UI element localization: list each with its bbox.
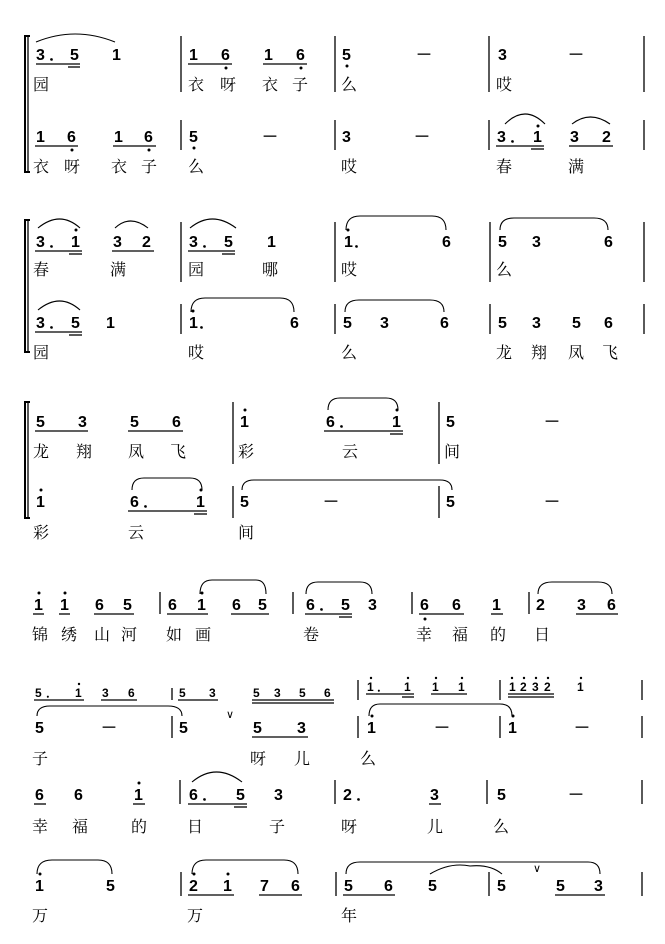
- small-note: 1: [432, 680, 439, 694]
- tie: [500, 218, 608, 230]
- lyric: 年: [341, 906, 358, 925]
- lyric: 么: [360, 749, 377, 768]
- note: 5: [224, 234, 233, 251]
- high-dot: [512, 715, 515, 718]
- note: 6: [384, 878, 393, 895]
- note: 6: [74, 787, 83, 804]
- lyric: 衣: [188, 75, 205, 94]
- note: 3: [113, 234, 122, 251]
- high-dot: [40, 489, 43, 492]
- high-dot: [78, 683, 80, 685]
- small-note: ．: [46, 686, 59, 700]
- lyric: 园: [33, 75, 50, 94]
- lyric: 幸: [416, 625, 433, 644]
- slur: [37, 860, 112, 874]
- note: 6: [95, 597, 104, 614]
- note: 5: [446, 494, 455, 511]
- small-note: 1: [577, 680, 584, 694]
- note: 2: [142, 234, 151, 251]
- small-note: 6: [128, 686, 135, 700]
- note: 3: [78, 414, 87, 431]
- note: ．: [354, 234, 371, 251]
- lyric: 飞: [602, 343, 619, 362]
- note: 3: [498, 47, 507, 64]
- note: 5: [343, 315, 352, 332]
- small-note: 1: [367, 680, 374, 694]
- note: 5: [106, 878, 115, 895]
- lyric: 么: [341, 343, 358, 362]
- lyric: 绣: [61, 625, 78, 644]
- note: 3: [36, 315, 45, 332]
- lyric: 的: [131, 817, 148, 836]
- note: 2: [189, 878, 198, 895]
- note: 5: [240, 494, 249, 511]
- high-dot: [64, 592, 67, 595]
- lyric: 哎: [188, 343, 205, 362]
- slur: [115, 221, 148, 228]
- lyric: 春: [496, 157, 513, 176]
- high-dot: [347, 229, 350, 232]
- note: －: [434, 720, 451, 737]
- lyric: 翔: [76, 442, 93, 461]
- note: 3: [532, 315, 541, 332]
- lyric: 么: [493, 817, 510, 836]
- lyric: 子: [292, 75, 309, 94]
- high-dot: [580, 677, 582, 679]
- low-dot: [148, 149, 151, 152]
- small-note: 3: [209, 686, 216, 700]
- note: 3: [577, 597, 586, 614]
- note: 6: [440, 315, 449, 332]
- high-dot: [192, 310, 195, 313]
- note: 6: [130, 494, 139, 511]
- lyric: 锦: [32, 625, 49, 644]
- note: 1: [264, 47, 273, 64]
- slur: [36, 34, 115, 42]
- note: ．: [49, 234, 66, 251]
- tie: [345, 300, 444, 312]
- note: 1: [189, 315, 198, 332]
- note: 5: [342, 47, 351, 64]
- note: 3: [342, 129, 351, 146]
- lyric: 万: [187, 906, 204, 925]
- system-2: [25, 216, 644, 362]
- note: 2: [536, 597, 545, 614]
- slur: [346, 862, 600, 874]
- lyric: 子: [141, 157, 158, 176]
- high-dot: [244, 409, 247, 412]
- lyric: 呀: [220, 75, 237, 94]
- lyric: 山: [94, 625, 111, 644]
- high-dot: [511, 677, 513, 679]
- breath-mark: ∨: [533, 863, 542, 875]
- note: ．: [510, 129, 527, 146]
- small-note: 1: [509, 680, 516, 694]
- tie: [328, 398, 398, 410]
- lyric: 衣: [33, 157, 50, 176]
- lyric: 卷: [303, 625, 320, 644]
- tie: [242, 480, 452, 490]
- high-dot: [547, 677, 549, 679]
- note: 5: [189, 129, 198, 146]
- note: 3: [189, 234, 198, 251]
- note: 5: [341, 597, 350, 614]
- small-note: 3: [102, 686, 109, 700]
- system-3: [25, 398, 560, 542]
- lyric: 园: [33, 343, 50, 362]
- note: 1: [267, 234, 276, 251]
- lyric: 飞: [170, 442, 187, 461]
- note: 5: [428, 878, 437, 895]
- lyric: 儿: [294, 749, 311, 768]
- note: ．: [356, 787, 373, 804]
- note: －: [323, 494, 340, 511]
- low-dot: [300, 67, 303, 70]
- note: 5: [236, 787, 245, 804]
- note: 1: [134, 787, 143, 804]
- note: 6: [189, 787, 198, 804]
- small-note: 1: [404, 680, 411, 694]
- high-dot: [201, 592, 204, 595]
- note: 6: [290, 315, 299, 332]
- slur: [572, 117, 610, 124]
- note: 5: [498, 315, 507, 332]
- small-note: 5: [179, 686, 186, 700]
- note: 5: [258, 597, 267, 614]
- lyric: 如: [166, 625, 183, 644]
- note: 6: [607, 597, 616, 614]
- line-5: [32, 677, 642, 768]
- high-dot: [461, 677, 463, 679]
- slur: [538, 582, 612, 594]
- high-dot: [138, 782, 141, 785]
- high-dot: [38, 592, 41, 595]
- note: 3: [368, 597, 377, 614]
- breath-mark: ∨: [226, 709, 235, 721]
- note: －: [414, 129, 431, 146]
- note: 1: [223, 878, 232, 895]
- high-dot: [435, 677, 437, 679]
- note: －: [574, 720, 591, 737]
- lyric: 凤: [568, 343, 585, 362]
- lyric: 园: [188, 260, 205, 279]
- high-dot: [370, 677, 372, 679]
- high-dot: [535, 677, 537, 679]
- high-dot: [371, 715, 374, 718]
- lyric: 哪: [262, 260, 279, 279]
- lyric: 哎: [496, 75, 513, 94]
- slur: [38, 301, 80, 310]
- lyric: 子: [32, 749, 49, 768]
- lyric: 万: [32, 906, 49, 925]
- lyric: 呀: [64, 157, 81, 176]
- lyric: 凤: [128, 442, 145, 461]
- low-dot: [225, 67, 228, 70]
- low-dot: [424, 618, 427, 621]
- high-dot: [537, 125, 540, 128]
- small-note: 6: [324, 686, 331, 700]
- note: 3: [430, 787, 439, 804]
- slur: [505, 114, 545, 124]
- slur: [192, 772, 242, 782]
- lyric: 儿: [427, 817, 444, 836]
- note: －: [101, 720, 118, 737]
- note: 5: [497, 787, 506, 804]
- note: 3: [36, 234, 45, 251]
- note: 1: [114, 129, 123, 146]
- note: 6: [291, 878, 300, 895]
- note: 6: [172, 414, 181, 431]
- line-7: [32, 860, 642, 925]
- note: 1: [60, 597, 69, 614]
- note: 7: [260, 878, 269, 895]
- note: 1: [508, 720, 517, 737]
- lyric: 云: [342, 442, 359, 461]
- note: 6: [168, 597, 177, 614]
- note: 1: [240, 414, 249, 431]
- note: 1: [367, 720, 376, 737]
- tie: [191, 298, 294, 312]
- lyric: 云: [128, 523, 145, 542]
- high-dot: [75, 229, 78, 232]
- lyric: 么: [341, 75, 358, 94]
- lyric: 翔: [531, 343, 548, 362]
- note: 3: [274, 787, 283, 804]
- note: 5: [36, 414, 45, 431]
- lyric: 哎: [341, 157, 358, 176]
- small-note: ．: [377, 680, 390, 694]
- note: 6: [420, 597, 429, 614]
- lyric: 间: [444, 442, 461, 461]
- note: 5: [179, 720, 188, 737]
- note: 6: [442, 234, 451, 251]
- note: 5: [253, 720, 262, 737]
- lyric: 幸: [32, 817, 49, 836]
- lyric: 满: [110, 260, 127, 279]
- tie: [430, 865, 502, 874]
- tie: [37, 706, 182, 716]
- small-note: 1: [75, 686, 82, 700]
- note: 2: [602, 129, 611, 146]
- note: ．: [202, 234, 219, 251]
- note: －: [544, 494, 561, 511]
- note: －: [262, 129, 279, 146]
- tie: [369, 704, 512, 716]
- lyric: 春: [33, 260, 50, 279]
- lyric: 日: [534, 625, 551, 644]
- note: 5: [35, 720, 44, 737]
- note: －: [568, 787, 585, 804]
- lyric: 河: [121, 625, 138, 644]
- lyric: 画: [195, 625, 212, 644]
- note: 1: [189, 47, 198, 64]
- lyric: 间: [238, 523, 255, 542]
- slur: [200, 580, 266, 594]
- note: 3: [532, 234, 541, 251]
- small-note: 2: [544, 680, 551, 694]
- note: 5: [498, 234, 507, 251]
- low-dot: [193, 147, 196, 150]
- note: 1: [36, 494, 45, 511]
- slur: [38, 219, 80, 228]
- note: ．: [339, 414, 356, 431]
- note: 6: [306, 597, 315, 614]
- tie: [346, 216, 446, 230]
- note: 6: [296, 47, 305, 64]
- note: ．: [202, 787, 219, 804]
- note: 1: [106, 315, 115, 332]
- note: 1: [533, 129, 542, 146]
- high-dot: [39, 873, 42, 876]
- slur: [190, 219, 236, 228]
- small-note: 3: [274, 686, 281, 700]
- note: 6: [221, 47, 230, 64]
- tie: [132, 478, 202, 490]
- note: ．: [143, 494, 160, 511]
- note: 5: [572, 315, 581, 332]
- lyric: 子: [269, 817, 286, 836]
- high-dot: [227, 873, 230, 876]
- note: 1: [196, 494, 205, 511]
- note: 5: [71, 315, 80, 332]
- note: －: [416, 47, 433, 64]
- note: 3: [497, 129, 506, 146]
- lyric: 龙: [496, 343, 513, 362]
- note: 3: [36, 47, 45, 64]
- note: 5: [344, 878, 353, 895]
- small-note: 5: [299, 686, 306, 700]
- note: 1: [344, 234, 353, 251]
- note: 1: [34, 597, 43, 614]
- high-dot: [523, 677, 525, 679]
- slur: [306, 582, 372, 594]
- small-note: 1: [458, 680, 465, 694]
- lyric: 彩: [238, 442, 255, 461]
- lyric: 么: [496, 260, 513, 279]
- low-dot: [71, 149, 74, 152]
- small-note: 5: [253, 686, 260, 700]
- lyric: 福: [72, 817, 89, 836]
- note: 3: [594, 878, 603, 895]
- note: ．: [319, 597, 336, 614]
- lyric: 衣: [262, 75, 279, 94]
- note: 1: [197, 597, 206, 614]
- small-note: 3: [532, 680, 539, 694]
- note: ．: [199, 315, 216, 332]
- note: 6: [604, 234, 613, 251]
- lyric: 满: [568, 157, 585, 176]
- note: 1: [392, 414, 401, 431]
- lyric: 衣: [111, 157, 128, 176]
- line-4: [32, 580, 618, 644]
- high-dot: [193, 873, 196, 876]
- note: 3: [297, 720, 306, 737]
- lyric: 彩: [33, 523, 50, 542]
- lyric: 的: [490, 625, 507, 644]
- low-dot: [346, 65, 349, 68]
- note: 6: [452, 597, 461, 614]
- note: －: [544, 414, 561, 431]
- note: 3: [380, 315, 389, 332]
- note: 5: [123, 597, 132, 614]
- note: 3: [570, 129, 579, 146]
- lyric: 呀: [250, 749, 267, 768]
- lyric: 哎: [341, 260, 358, 279]
- note: 1: [36, 129, 45, 146]
- lyric: 么: [188, 157, 205, 176]
- note: －: [568, 47, 585, 64]
- note: 6: [232, 597, 241, 614]
- note: ．: [49, 47, 66, 64]
- lyric: 福: [452, 625, 469, 644]
- lyric: 呀: [341, 817, 358, 836]
- note: 5: [130, 414, 139, 431]
- lyric: 龙: [33, 442, 50, 461]
- lyric: 日: [187, 817, 204, 836]
- small-note: 2: [520, 680, 527, 694]
- note: 6: [326, 414, 335, 431]
- note: 1: [71, 234, 80, 251]
- note: 6: [67, 129, 76, 146]
- note: 1: [35, 878, 44, 895]
- note: 5: [446, 414, 455, 431]
- note: 5: [70, 47, 79, 64]
- slur: [192, 860, 298, 874]
- note: 6: [604, 315, 613, 332]
- note: 6: [35, 787, 44, 804]
- note: ．: [49, 315, 66, 332]
- high-dot: [407, 677, 409, 679]
- small-note: 5: [35, 686, 42, 700]
- note: 5: [556, 878, 565, 895]
- note: 1: [492, 597, 501, 614]
- note: 5: [497, 878, 506, 895]
- note: 2: [343, 787, 352, 804]
- system-1: [25, 34, 644, 176]
- note: 6: [144, 129, 153, 146]
- note: 1: [112, 47, 121, 64]
- line-6: [32, 772, 642, 836]
